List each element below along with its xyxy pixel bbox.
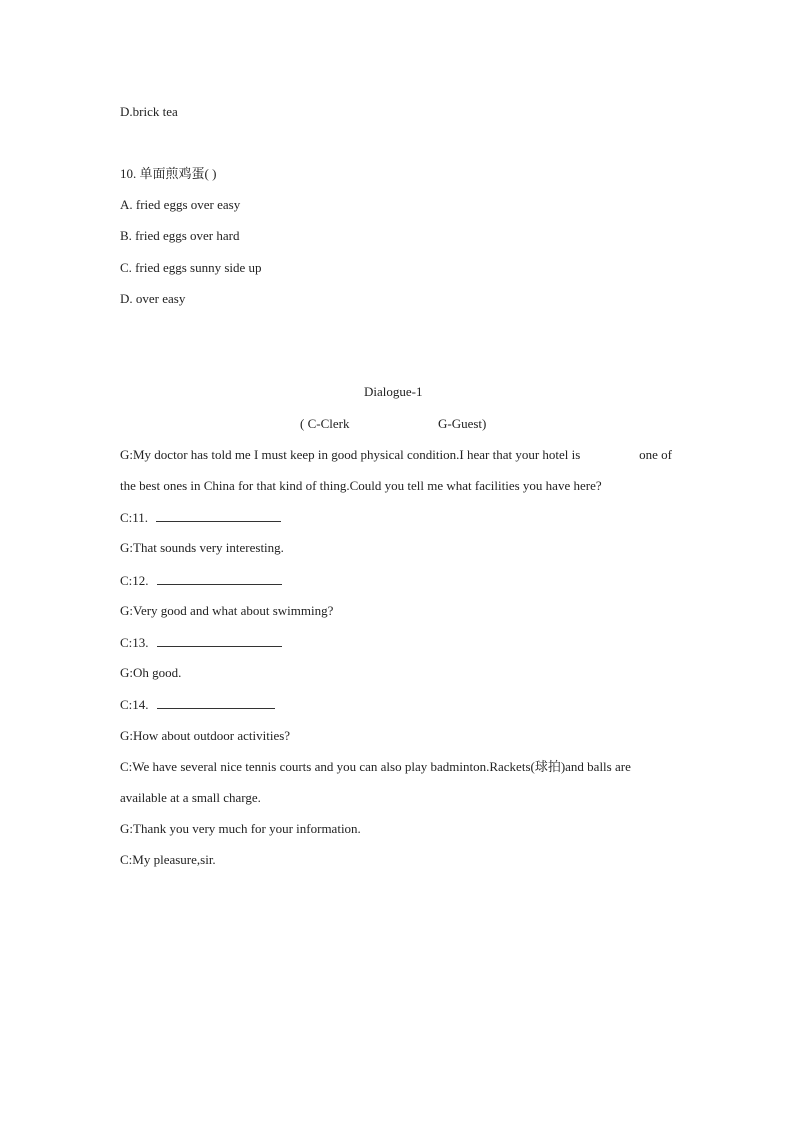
- answer-blank-12[interactable]: [157, 572, 282, 585]
- dialogue-line-c14-label: C:14.: [120, 697, 149, 712]
- dialogue-line-c16: C:My pleasure,sir.: [120, 852, 216, 867]
- dialogue-line-g1-part2: one of: [639, 447, 672, 462]
- dialogue-role-clerk: ( C-Clerk: [300, 416, 350, 431]
- dialogue-line-g2: G:That sounds very interesting.: [120, 540, 284, 555]
- dialogue-line-c11: [120, 509, 281, 526]
- dialogue-line-g1-continued: the best ones in China for that kind of thing.Could you tell me what facilities you have here?: [120, 478, 602, 493]
- dialogue-role-guest: G-Guest): [438, 416, 487, 431]
- dialogue-line-c11-label: C:11.: [120, 510, 149, 525]
- dialogue-line-c13: [120, 634, 282, 651]
- question10-option-c: C. fried eggs sunny side up: [120, 260, 262, 275]
- dialogue-line-g3: G:Very good and what about swimming?: [120, 603, 334, 618]
- answer-blank-13[interactable]: [157, 634, 282, 647]
- question10-option-d: D. over easy: [120, 291, 186, 306]
- dialogue-line-g4: G:Oh good.: [120, 665, 182, 680]
- dialogue-line-c15-continued: available at a small charge.: [120, 790, 261, 805]
- dialogue-line-c12: [120, 572, 282, 589]
- dialogue-line-g6: G:Thank you very much for your information.: [120, 821, 361, 836]
- answer-blank-11[interactable]: [156, 509, 281, 522]
- answer-blank-14[interactable]: [157, 696, 275, 709]
- dialogue-line-g1-part1: G:My doctor has told me I must keep in good physical condition.I hear that your hotel is: [120, 447, 581, 462]
- question10-option-b: B. fried eggs over hard: [120, 228, 240, 243]
- question10-option-a: A. fried eggs over easy: [120, 197, 241, 212]
- dialogue-line-g5: G:How about outdoor activities?: [120, 728, 291, 743]
- dialogue-title: Dialogue-1: [364, 384, 423, 399]
- dialogue-line-c12-label: C:12.: [120, 573, 149, 588]
- dialogue-line-g1: [120, 447, 672, 463]
- dialogue-line-c14: [120, 696, 275, 713]
- dialogue-line-c15: C:We have several nice tennis courts and you can also play badminton.Rackets(球拍)and balls are: [120, 759, 631, 774]
- dialogue-line-c13-label: C:13.: [120, 635, 149, 650]
- question9-option-d: D.brick tea: [120, 104, 178, 119]
- question10-stem: 10. 单面煎鸡蛋( ): [120, 166, 217, 181]
